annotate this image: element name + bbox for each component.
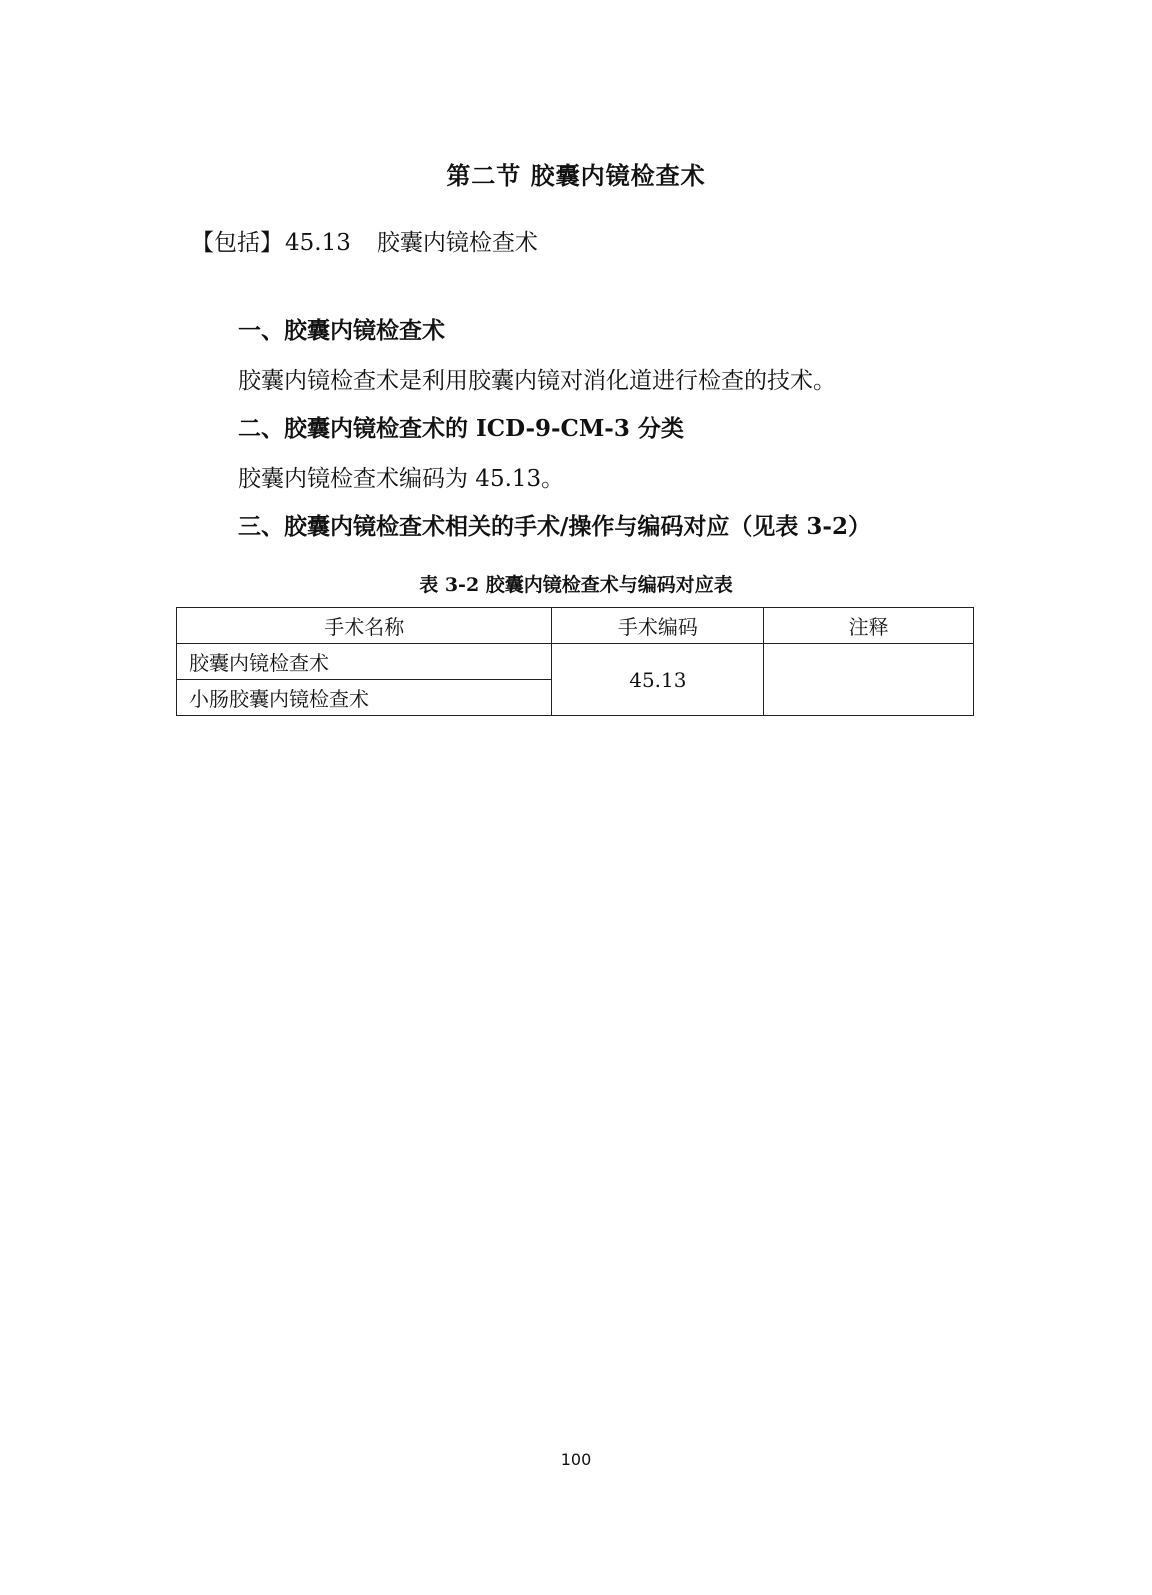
heading-2: 二、胶囊内镜检查术的 ICD-9-CM-3 分类 (238, 415, 684, 442)
heading-1: 一、胶囊内镜检查术 (238, 317, 445, 344)
table-caption: 表 3-2 胶囊内镜检查术与编码对应表 (419, 574, 733, 596)
table-row (177, 644, 974, 680)
column-header-note: 注释 (764, 608, 974, 644)
procedure-name-cell: 胶囊内镜检查术 (177, 644, 552, 680)
paragraph-1: 胶囊内镜检查术是利用胶囊内镜对消化道进行检查的技术。 (238, 368, 836, 394)
paragraph-2: 胶囊内镜检查术编码为 45.13。 (238, 466, 565, 492)
heading-3: 三、胶囊内镜检查术相关的手术/操作与编码对应（见表 3-2） (238, 513, 871, 540)
include-name: 胶囊内镜检查术 (376, 230, 538, 256)
column-header-code: 手术编码 (552, 608, 764, 644)
code-mapping-table (176, 607, 974, 716)
table-header-row (177, 608, 974, 644)
column-header-name: 手术名称 (177, 608, 552, 644)
procedure-code-cell: 45.13 (552, 644, 764, 716)
procedure-name-cell: 小肠胶囊内镜检查术 (177, 680, 552, 716)
section-title: 第二节 胶囊内镜检查术 (446, 161, 706, 190)
procedure-note-cell (764, 644, 974, 716)
include-code: 45.13 (285, 230, 351, 256)
page-number: 100 (560, 1450, 592, 1469)
include-line (191, 224, 538, 257)
include-label: 【包括】 (191, 230, 283, 256)
